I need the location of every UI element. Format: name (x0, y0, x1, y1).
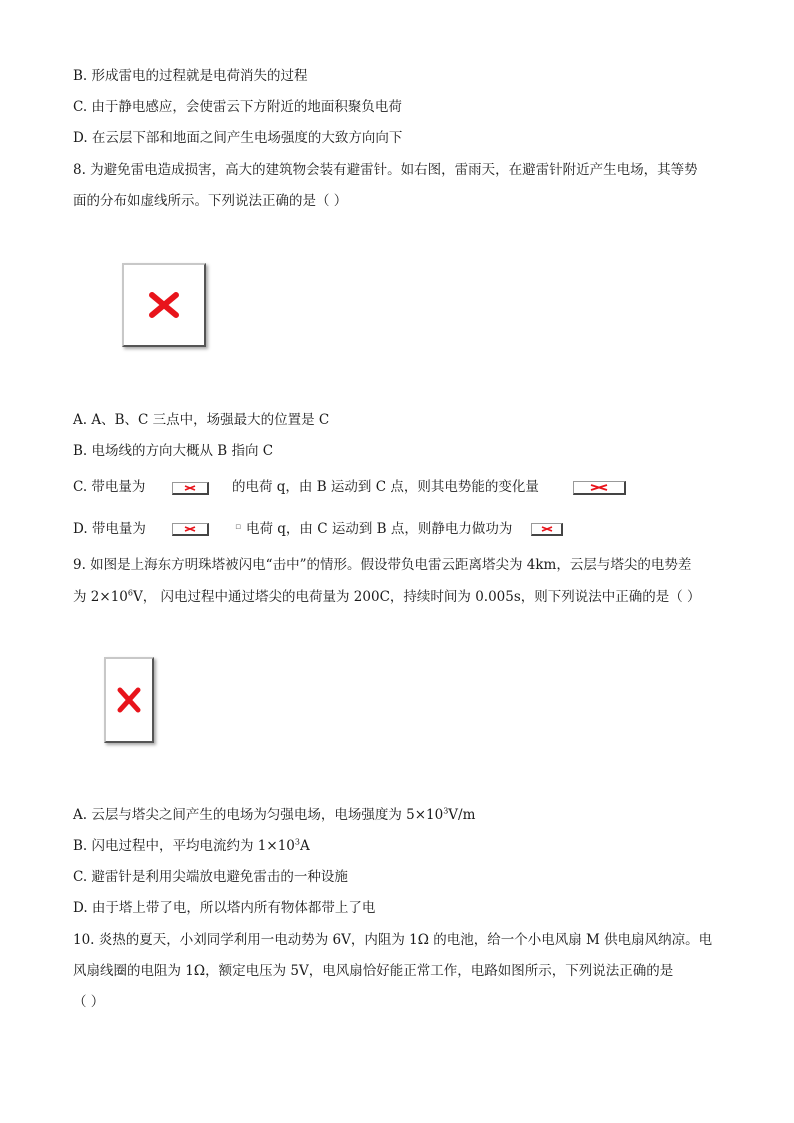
q8-option-d-charge-broken-image-icon (172, 523, 209, 536)
red-cross-icon (590, 484, 608, 491)
q8-option-b: B. 电场线的方向大概从 B 指向 C (73, 443, 274, 459)
q7-option-c: C. 由于静电感应，会使雷云下方附近的地面积聚负电荷 (73, 99, 402, 115)
red-cross-icon (147, 290, 181, 320)
q9-stem-line2: 为 $2\times 10^6V$， 闪电过程中通过塔尖的电荷量为 200C，持续时间为 0.005s，则下列说法中正确的是（ ） (73, 588, 701, 605)
q7-option-d: D. 在云层下部和地面之间产生电场强度的大致方向向下 (73, 130, 403, 146)
q10-stem-line2: 风扇线圈的电阻为 1Ω，额定电压为 5V，电风扇恰好能正常工作，电路如图所示，下列说法正确的是 (73, 963, 674, 979)
q8-stem-line2: 面的分布如虚线所示。下列说法正确的是（ ） (73, 193, 348, 209)
q10-stem-line3: （ ） (73, 994, 105, 1010)
q8-option-c-energy-broken-image-icon (573, 481, 626, 495)
q8-figure-broken-image-icon (122, 263, 206, 347)
red-cross-icon (184, 526, 196, 532)
q9-figure-broken-image-icon (104, 657, 154, 743)
q8-option-d-work-broken-image-icon (531, 523, 563, 536)
red-cross-icon (541, 526, 553, 532)
q8-option-d-text: 电荷 q，由 C 运动到 B 点，则静电力做功为 (246, 521, 513, 537)
q8-option-c-prefix: C. 带电量为 (73, 479, 146, 495)
red-cross-icon (116, 686, 142, 714)
q8-option-d-prefix: D. 带电量为 (73, 521, 146, 537)
q8-option-c-charge-broken-image-icon (172, 482, 209, 495)
q7-option-b: B. 形成雷电的过程就是电荷消失的过程 (73, 68, 308, 84)
small-broken-glyph-icon: ▫ (235, 522, 242, 532)
q9-stem-line1: 9. 如图是上海东方明珠塔被闪电“击中”的情形。假设带负电雷云距离塔尖为 4km，云层与塔尖的电势差 (73, 557, 692, 573)
red-cross-icon (184, 485, 196, 491)
q8-option-a: A. A、B、C 三点中，场强最大的位置是 C (73, 412, 330, 428)
q9-option-d: D. 由于塔上带了电，所以塔内所有物体都带上了电 (73, 900, 376, 916)
q8-option-c-text: 的电荷 q，由 B 运动到 C 点，则其电势能的变化量 (232, 479, 539, 495)
q8-stem-line1: 8. 为避免雷电造成损害，高大的建筑物会装有避雷针。如右图，雷雨天，在避雷针附近产生电场，其等势 (73, 162, 698, 178)
q10-stem-line1: 10. 炎热的夏天，小刘同学利用一电动势为 6V，内阻为 1Ω 的电池，给一个小电风扇 M 供电扇风纳凉。电 (73, 932, 713, 948)
q9-option-c: C. 避雷针是利用尖端放电避免雷击的一种设施 (73, 869, 348, 885)
q9-option-a: A. 云层与塔尖之间产生的电场为匀强电场，电场强度为 $5\times 10^3V/m$ (73, 806, 476, 823)
q9-option-b: B. 闪电过程中，平均电流约为 $1\times 10^3A$ (73, 837, 310, 854)
